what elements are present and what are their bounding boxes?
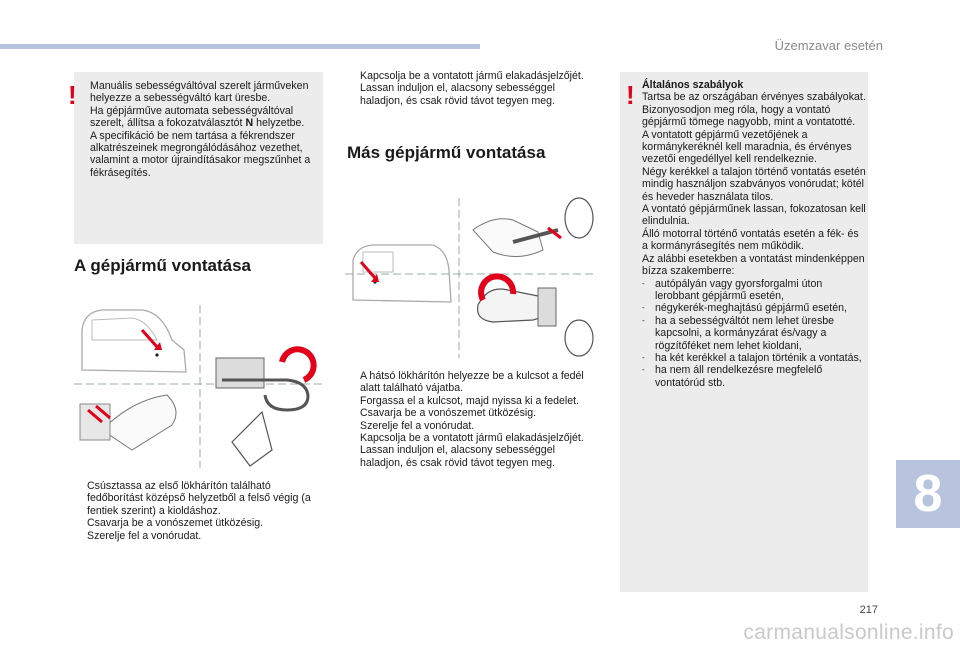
warning-icon: ! [626,80,635,110]
front-towing-illustration [72,300,324,470]
list-item: Csavarja be a vonószemet ütközésig. [87,517,264,530]
list-item: Lassan induljon el, alacsony sebességgel haladjon, és csak rövid távot tegyen meg. [360,444,555,469]
rule-paragraph: Álló motorral történő vontatás esetén a fék- és a kormányrásegítés nem működik. [642,227,859,253]
list-item: Szerelje fel a vonórudat. [87,529,202,542]
page-number: 217 [859,604,878,616]
rule-paragraph: Bizonyosodjon meg róla, hogy a vontató gépjármű tömege nagyobb, mint a vontatotté. [642,103,856,129]
warning-icon: ! [68,80,77,110]
warning-paragraph: Manuális sebességváltóval szerelt járműveken helyezze a sebességváltó kart üresbe. [90,80,309,105]
warning-paragraph: A specifikáció be nem tartása a fékrendszer alkatrészeinek megrongálódásához vezethet, valamint a motor újraindításakor megszűnhet a fékrásegítés. [90,129,311,179]
general-rules-title: Általános szabályok [642,79,744,91]
chapter-tab: 8 [896,460,960,528]
list-item: A hátsó lökhárítón helyezze be a kulcsot a fedél alatt található vájatba. [360,370,584,395]
rule-paragraph: Tartsa be az országában érvényes szabályokat. [642,91,866,104]
rule-paragraph: Négy kerékkel a talajon történő vontatás esetén mindig használjon szabványos vonórudat; kötél és heveder használata tilos. [642,165,866,203]
watermark: carmanualsonline.info [743,621,954,644]
section-title: Üzemzavar esetén [774,38,883,53]
heading-towing-vehicle: A gépjármű vontatása [74,256,251,275]
rule-paragraph: A vontató gépjárműnek lassan, fokozatosan kell elindulnia. [642,203,866,228]
warning-text [90,80,322,179]
general-rules-text [642,79,866,389]
rear-steps-list [347,370,595,469]
rule-paragraph: Az alábbi esetekben a vontatást mindenképpen bízza szakemberre: [642,252,865,278]
list-item: Kapcsolja be a vontatott jármű elakadásjelzőjét. [360,70,584,82]
warning-paragraph: Ha gépjárműve automata sebességváltóval szerelt, állítsa a fokozatválasztót N helyzetbe. [90,104,305,130]
heading-towing-other-vehicle: Más gépjármű vontatása [347,143,546,162]
list-item: Forgassa el a kulcsot, majd nyissa ki a fedelet. [360,394,580,407]
header-bar [0,44,480,49]
list-item: Csavarja be a vonószemet ütközésig. [360,407,537,420]
list-item: - autópályán vagy gyorsforgalmi úton lerobbant gépjármű esetén, [642,277,823,302]
list-item: Lassan induljon el, alacsony sebességgel haladjon, és csak rövid távot tegyen meg. [360,82,555,107]
top-steps-list [347,70,595,107]
list-item: Kapcsolja be a vontatott jármű elakadásjelzőjét. [360,432,584,445]
list-item: - négykerék-meghajtású gépjármű esetén, [642,302,847,315]
rule-paragraph: A vontatott gépjármű vezetőjének a kormánykeréknél kell maradnia, és érvényes vezetői engedéllyel kell rendelkeznie. [642,128,852,166]
list-item: - ha nem áll rendelkezésre megfelelő vontatórúd stb. [642,364,823,389]
cases-list [642,278,866,390]
list-item: Szerelje fel a vonórudat. [360,419,475,432]
list-item: Csúsztassa az első lökhárítón található fedőborítást középső helyzetből a felső végig (a fentiek szerint) a kioldáshoz. [87,480,311,517]
front-steps-list [74,480,322,542]
rear-towing-illustration [343,190,596,360]
list-item: - ha két kerékkel a talajon történik a vontatás, [642,351,862,364]
list-item: - ha a sebességváltót nem lehet üresbe kapcsolni, a kormányzárat és/vagy a rögzítőféket nem lehet kioldani, [642,314,835,352]
